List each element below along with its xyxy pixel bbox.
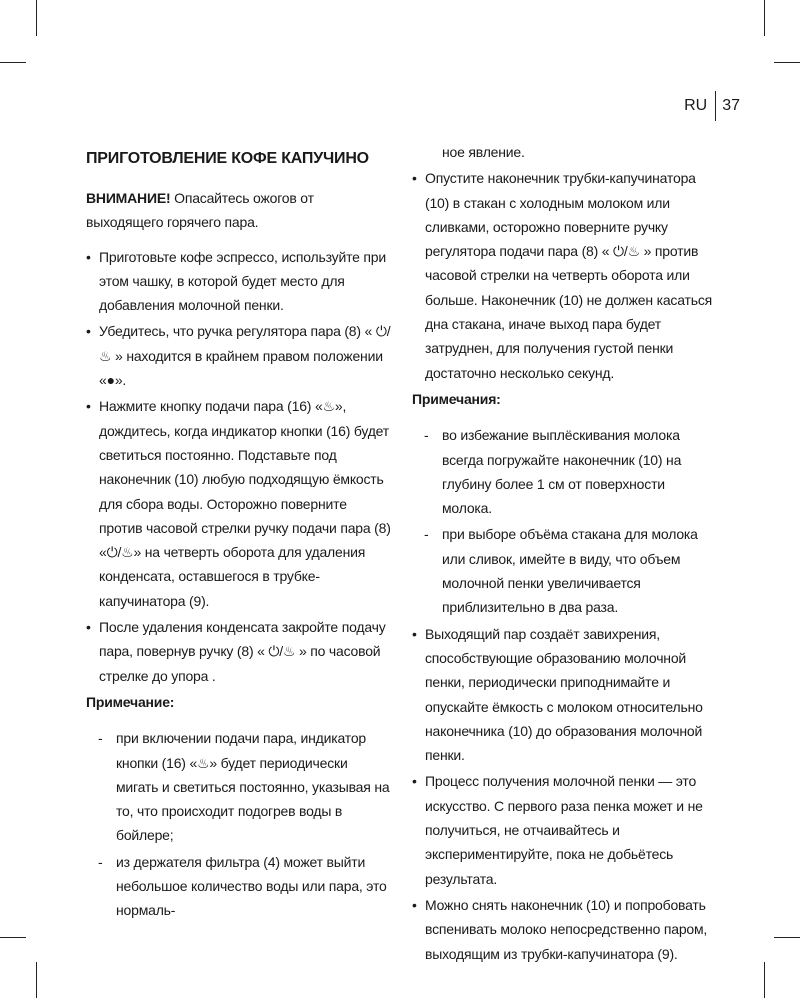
note-item: - во избежание выплёскивания молока всегда погружайте наконечник (10) на глубину более 1 см от поверхности молока. (412, 423, 718, 520)
crop-mark-left-top (0, 62, 26, 63)
page-header (684, 92, 740, 120)
note-heading: Примечание: (86, 693, 175, 710)
language-code: RU (684, 97, 708, 114)
instruction-list (86, 245, 391, 688)
note-list (412, 423, 718, 619)
note-item: - при выборе объёма стакана для молока или сливок, имейте в виду, что объем молочной пенки увеличивается приблизительно в два раза. (412, 522, 718, 619)
section-title: ПРИГОТОВЛЕНИЕ КОФЕ КАПУЧИНО (86, 150, 369, 167)
header-separator (715, 91, 716, 121)
instruction-list (412, 166, 718, 385)
crop-mark-bottom-left (36, 962, 37, 998)
continued-text: ное явление. (442, 144, 525, 160)
right-column (412, 140, 718, 968)
page-number: 37 (722, 97, 740, 114)
instruction-list (412, 622, 718, 966)
list-item: • После удаления конденсата закройте подачу пара, повернув ручку (8) « ⏻/♨ » по часовой стрелке до упора . (86, 615, 391, 688)
crop-mark-top-right (764, 0, 765, 36)
list-item: • Убедитесь, что ручка регулятора пара (8) « ⏻/♨ » находится в крайнем правом положении «●». (86, 319, 391, 392)
warning-label: ВНИМАНИЕ! (86, 190, 171, 206)
crop-mark-right-top (774, 62, 800, 63)
warning-text: Опасайтесь ожогов от выходящего горячего пара. (86, 190, 314, 231)
list-item: • Можно снять наконечник (10) и попробовать вспенивать молоко непосредственно паром, выходящим из трубки-капучинатора (9). (412, 893, 718, 966)
notes-heading: Примечания: (412, 390, 501, 407)
left-column (86, 140, 391, 925)
list-item: • Опустите наконечник трубки-капучинатора (10) в стакан с холодным молоком или сливками, осторожно поверните ручку регулятора подачи пара (8) « ⏻/♨ » против часовой стрелки на четверть оборота или больше. Наконечник (10) не должен касаться дна стакана, иначе выход пара будет затруднен, для получения густой пенки достаточно несколько секунд. (412, 166, 718, 385)
list-item: • Выходящий пар создаёт завихрения, способствующие образованию молочной пенки, периодически приподнимайте и опускайте ёмкость с молоком относительно наконечника (10) до образования молочной пенки. (412, 622, 718, 768)
crop-mark-bottom-right (764, 962, 765, 998)
list-item: • Процесс получения молочной пенки — это искусство. С первого раза пенка может и не получиться, не отчаивайтесь и экспериментируйте, пока не добьётесь результата. (412, 769, 718, 890)
crop-mark-left-bottom (0, 937, 26, 938)
note-list (86, 726, 391, 922)
list-item: • Приготовьте кофе эспрессо, используйте при этом чашку, в которой будет место для добавления молочной пенки. (86, 245, 391, 318)
crop-mark-right-bottom (774, 937, 800, 938)
crop-mark-top-left (36, 0, 37, 36)
note-item: - при включении подачи пара, индикатор кнопки (16) «♨» будет периодически мигать и светиться постоянно, указывая на то, что происходит подогрев воды в бойлере; (86, 726, 391, 847)
list-item: • Нажмите кнопку подачи пара (16) «♨», дождитесь, когда индикатор кнопки (16) будет светиться постоянно. Подставьте под наконечник (10) любую подходящую ёмкость для сбора воды. Осторожно поверните против часовой стрелки ручку подачи пара (8) «⏻/♨» на четверть оборота для удаления конденсата, оставшегося в трубке-капучинатора (9). (86, 394, 391, 613)
note-item: - из держателя фильтра (4) может выйти небольшое количество воды или пара, это нормаль- (86, 850, 391, 923)
warning-paragraph (86, 186, 391, 235)
